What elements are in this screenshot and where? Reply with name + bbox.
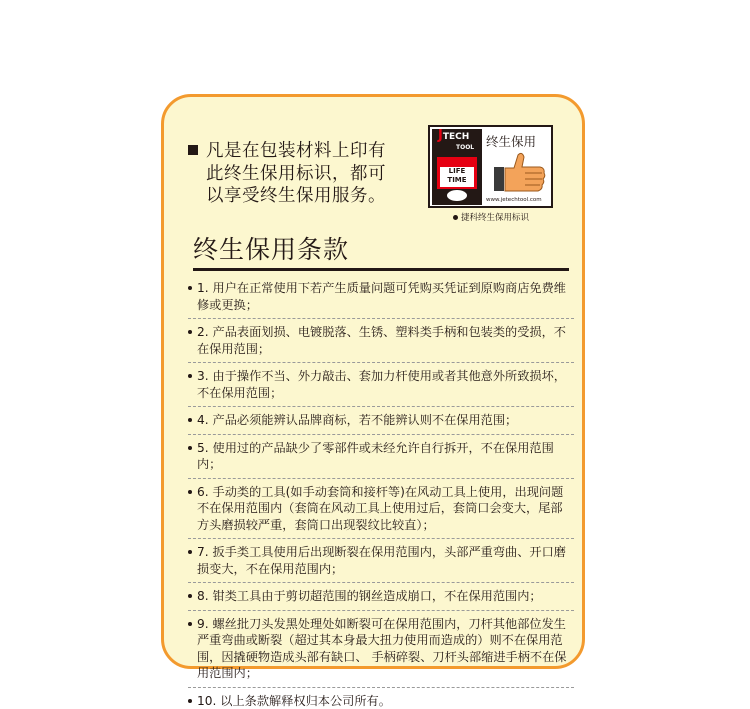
intro-statement bbox=[188, 140, 403, 208]
life-time-seal: LIFE TIME bbox=[440, 167, 474, 187]
clause-item: 8. 钳类工具由于剪切超范围的钢丝造成崩口，不在保用范围内； bbox=[188, 588, 574, 605]
clause-item: 3. 由于操作不当、外力敲击、套加力杆使用或者其他意外所致损坏，不在保用范围； bbox=[188, 368, 574, 401]
thumbs-up-icon bbox=[492, 151, 548, 195]
page-title: 终生保用条款 bbox=[193, 230, 349, 266]
badge-url: www.jetechtool.com bbox=[486, 197, 542, 203]
divider bbox=[188, 582, 574, 583]
bullet-icon bbox=[188, 490, 192, 494]
clause-item: 4. 产品必须能辨认品牌商标，若不能辨认则不在保用范围； bbox=[188, 412, 574, 429]
divider bbox=[188, 687, 574, 688]
brand-logo: JTECH TOOL bbox=[438, 131, 474, 153]
title-divider bbox=[193, 268, 569, 271]
clause-item: 1. 用户在正常使用下若产生质量问题可凭购买凭证到原购商店免费维修或更换； bbox=[188, 280, 574, 313]
divider bbox=[188, 610, 574, 611]
bullet-icon bbox=[188, 330, 192, 334]
seal-emblem-icon bbox=[447, 190, 467, 201]
divider bbox=[188, 362, 574, 363]
clause-item: 5. 使用过的产品缺少了零部件或未经允许自行拆开，不在保用范围内； bbox=[188, 440, 574, 473]
clause-list bbox=[188, 280, 574, 709]
bullet-icon bbox=[453, 215, 458, 220]
intro-text: 凡是在包装材料上印有 此终生保用标识，都可 以享受终生保用服务。 bbox=[206, 140, 403, 208]
divider bbox=[188, 538, 574, 539]
clause-item: 9. 螺丝批刀头发黑处理处如断裂可在保用范围内，刀杆其他部位发生严重弯曲或断裂（超过其本身最大扭力使用而造成的）则不在保用范围，因撬硬物造成头部有缺口、 手柄碎裂、刀杆头部缩进手柄不在保用范围内； bbox=[188, 616, 574, 682]
bullet-icon bbox=[188, 286, 192, 290]
bullet-icon bbox=[188, 550, 192, 554]
bullet-icon bbox=[188, 418, 192, 422]
divider bbox=[188, 434, 574, 435]
clause-item: 7. 扳手类工具使用后出现断裂在保用范围内，头部严重弯曲、开口磨损变大，不在保用范围内； bbox=[188, 544, 574, 577]
badge-caption: 捷科终生保用标识 bbox=[453, 211, 529, 223]
divider bbox=[188, 478, 574, 479]
bullet-icon bbox=[188, 446, 192, 450]
divider bbox=[188, 406, 574, 407]
square-bullet-icon bbox=[188, 145, 198, 155]
bullet-icon bbox=[188, 374, 192, 378]
bullet-icon bbox=[188, 699, 192, 703]
bullet-icon bbox=[188, 622, 192, 626]
lifetime-warranty-badge bbox=[428, 125, 553, 208]
badge-label: 终生保用 bbox=[486, 132, 536, 150]
clause-item: 2. 产品表面划损、电镀脱落、生锈、塑料类手柄和包装类的受损，不在保用范围； bbox=[188, 324, 574, 357]
bullet-icon bbox=[188, 594, 192, 598]
clause-item: 10. 以上条款解释权归本公司所有。 bbox=[188, 693, 574, 709]
divider bbox=[188, 318, 574, 319]
clause-item: 6. 手动类的工具(如手动套筒和接杆等)在风动工具上使用，出现问题不在保用范围内（套筒在风动工具上使用过后，套筒口会变大，尾部方头磨损较严重，套筒口出现裂纹比较直）； bbox=[188, 484, 574, 534]
